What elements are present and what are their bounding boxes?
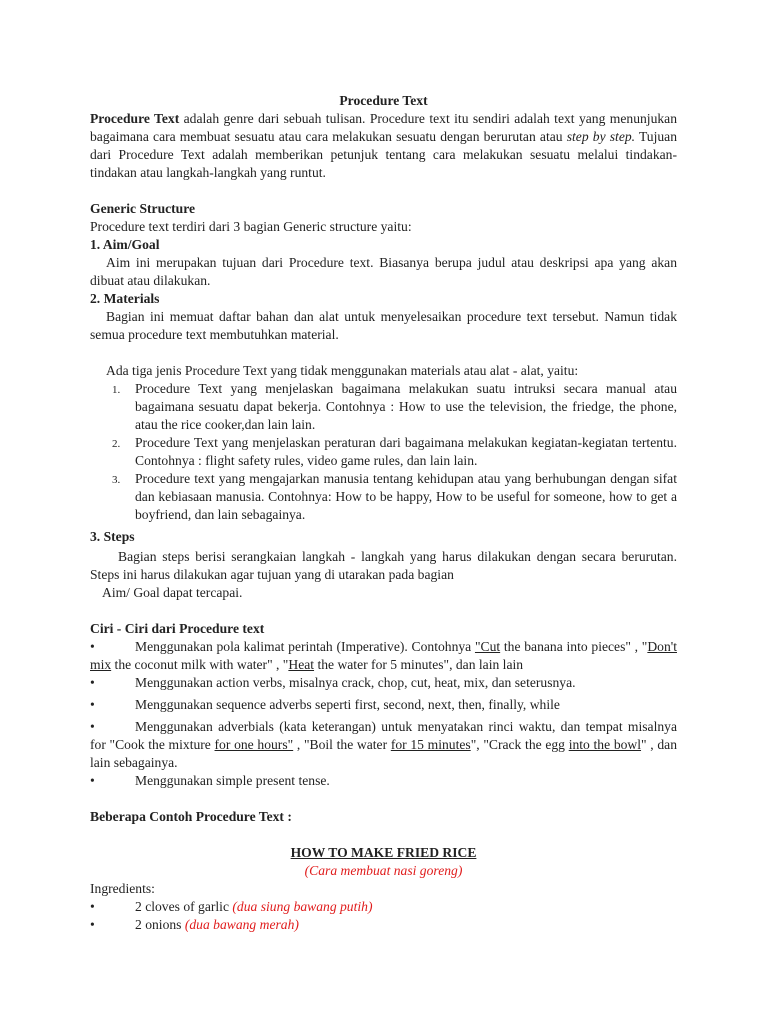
ciri-example: for 15 minutes <box>390 737 471 752</box>
list-item <box>90 380 677 434</box>
ciri-heading: Ciri - Ciri dari Procedure text <box>90 621 265 636</box>
bullet: • <box>90 697 95 712</box>
intro-term: Procedure Text <box>90 111 180 126</box>
ingredient-item <box>90 916 677 934</box>
types-list <box>90 380 677 524</box>
ciri-example: "Cut <box>474 639 501 654</box>
ciri-text: " , dan lain sebagainya. <box>90 737 677 770</box>
ingredient-translation: (dua bawang merah) <box>184 917 299 932</box>
list-number: 3. <box>112 474 121 486</box>
ciri-text: Menggunakan action verbs, misalnya crack, chop, cut, heat, mix, dan seterusnya. <box>135 675 576 690</box>
examples-heading: Beberapa Contoh Procedure Text : <box>90 809 292 824</box>
ciri-text: Menggunakan simple present tense. <box>135 773 330 788</box>
intro-text: adalah genre dari sebuah tulisan. Procedure text itu sendiri adalah text yang menunjukan bagaimana cara membuat sesuatu atau cara melakukan sesuatu dengan berurutan atau <box>90 111 677 144</box>
materials-text: Bagian ini memuat daftar bahan dan alat untuk menyelesaikan procedure text tersebut. Namun tidak semua procedure text membutuhkan material. <box>90 309 677 342</box>
ciri-example: Heat <box>288 657 315 672</box>
bullet: • <box>90 719 95 734</box>
ciri-example: into the bowl <box>568 737 642 752</box>
list-item <box>90 718 677 772</box>
document-page <box>90 92 677 934</box>
bullet: • <box>90 639 95 654</box>
list-number: 2. <box>112 438 121 450</box>
list-text: Procedure text yang mengajarkan manusia tentang kehidupan atau yang berhubungan dengan sifat dan kebiasaan manusia. Contohnya: How to be happy, How to be useful for someone, how to get a boyfriend, dan lain sebagainya. <box>135 471 677 522</box>
ingredient-text: 2 onions <box>135 917 185 932</box>
aim-text: Aim ini merupakan tujuan dari Procedure text. Biasanya berupa judul atau deskripsi apa yang akan dibuat atau dilakukan. <box>90 255 677 288</box>
bullet: • <box>90 917 95 932</box>
ciri-text: Menggunakan sequence adverbs seperti first, second, next, then, finally, while <box>135 697 560 712</box>
list-number: 1. <box>112 384 121 396</box>
intro-paragraph <box>90 110 677 182</box>
ciri-text: Menggunakan pola kalimat perintah (Imperative). Contohnya <box>135 639 475 654</box>
list-item <box>90 674 677 692</box>
list-item <box>90 470 677 524</box>
types-intro: Ada tiga jenis Procedure Text yang tidak menggunakan materials atau alat - alat, yaitu: <box>106 363 579 378</box>
steps-heading: 3. Steps <box>90 529 135 544</box>
ciri-text: the banana into pieces" , " <box>500 639 648 654</box>
intro-italic: step by step. <box>566 129 636 144</box>
aim-heading: 1. Aim/Goal <box>90 237 160 252</box>
list-item <box>90 772 677 790</box>
list-text: Procedure Text yang menjelaskan bagaimana melakukan suatu intruksi secara manual atau bagaimana sesuatu dapat bekerja. Contohnya : How to use the television, the friedge, the phone, atau the rice cooker,dan lain lain. <box>135 381 677 432</box>
ciri-text: ", "Crack the egg <box>470 737 569 752</box>
steps-text-2: Aim/ Goal dapat tercapai. <box>102 585 243 600</box>
document-title: Procedure Text <box>339 93 428 108</box>
recipe-title: HOW TO MAKE FRIED RICE <box>290 845 477 860</box>
list-item <box>90 638 677 674</box>
generic-structure-heading: Generic Structure <box>90 201 196 216</box>
steps-text: Bagian steps berisi serangkaian langkah - langkah yang harus dilakukan dengan secara berurutan. Steps ini harus dilakukan agar tujuan yang di utarakan pada bagian <box>90 549 677 582</box>
list-item <box>90 434 677 470</box>
ingredients-label: Ingredients: <box>90 881 155 896</box>
bullet: • <box>90 899 95 914</box>
ciri-text: Menggunakan adverbials (kata keterangan) untuk menyatakan rinci waktu, dan tempat misalnya for "Cook the mixture <box>90 719 677 752</box>
ciri-text: the water for 5 minutes", dan lain lain <box>314 657 524 672</box>
recipe-subtitle: (Cara membuat nasi goreng) <box>304 863 463 878</box>
ingredient-translation: (dua siung bawang putih) <box>232 899 373 914</box>
ciri-example: for one hours" <box>214 737 294 752</box>
intro-text-2: Tujuan dari Procedure Text adalah memberikan petunjuk tentang cara melakukan sesuatu melalui tindakan-tindakan atau langkah-langkah yang runtut. <box>90 129 677 180</box>
list-item <box>90 696 677 714</box>
materials-heading: 2. Materials <box>90 291 160 306</box>
ciri-text: , "Boil the water <box>293 737 391 752</box>
ingredient-item <box>90 898 677 916</box>
list-text: Procedure Text yang menjelaskan peraturan dari bagaimana melakukan kegiatan-kegiatan tertentu. Contohnya : flight safety rules, video game rules, dan lain lain. <box>135 435 677 468</box>
ciri-example: Don't mix <box>90 639 677 672</box>
generic-structure-desc: Procedure text terdiri dari 3 bagian Generic structure yaitu: <box>90 219 412 234</box>
ingredient-text: 2 cloves of garlic <box>135 899 233 914</box>
ciri-text: the coconut milk with water" , " <box>111 657 289 672</box>
bullet: • <box>90 773 95 788</box>
bullet: • <box>90 675 95 690</box>
